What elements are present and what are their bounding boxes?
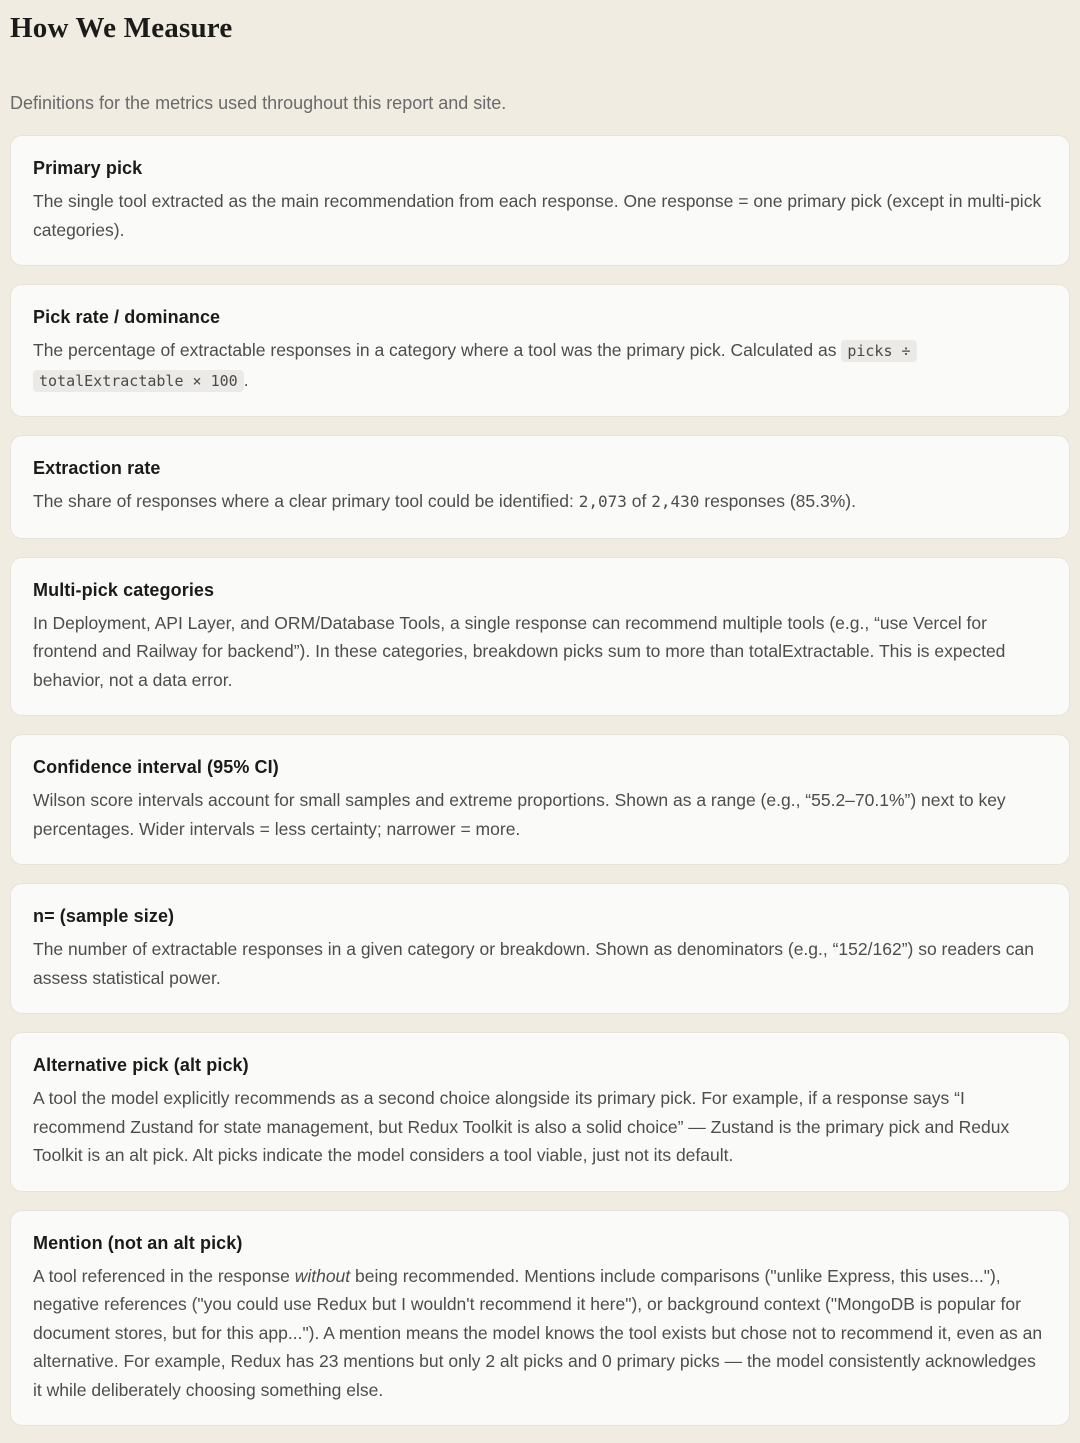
card-title: Alternative pick (alt pick) <box>33 1055 249 1075</box>
definition-card-sample-size <box>10 883 1070 1014</box>
definition-card-pick-rate <box>10 284 1070 417</box>
inline-emphasis: without <box>294 1265 351 1286</box>
card-body: The share of responses where a clear primary tool could be identified: 2,073 of 2,430 responses (85.3%). <box>33 491 856 511</box>
card-body: The number of extractable responses in a given category or breakdown. Shown as denominators (e.g., “152/162”) so readers can assess statistical power. <box>33 939 1034 988</box>
card-title: Pick rate / dominance <box>33 307 221 327</box>
card-body: A tool referenced in the response without being recommended. Mentions include comparisons ("unlike Express, this uses..."), negative references ("you could use Redux but I wouldn't recommend it here"), or background context ("MongoDB is popular for document stores, but for this app..."). A mention means the model knows the tool exists but chose not to recommend it, even as an alternative. For example, Redux has 23 mentions but only 2 alt picks and 0 primary picks — the model consistently acknowledges it while deliberately choosing something else. <box>33 1265 1043 1400</box>
card-title: Multi-pick categories <box>33 579 215 600</box>
page-subtitle: Definitions for the metrics used throughout this report and site. <box>10 93 507 113</box>
card-body: A tool the model explicitly recommends as a second choice alongside its primary pick. For example, if a response says “I recommend Zustand for state management, but Redux Toolkit is also a solid choice” — Zustand is the primary pick and Redux Toolkit is an alt pick. Alt picks indicate the model considers a tool viable, just not its default. <box>33 1088 1010 1165</box>
definition-card-primary-pick <box>10 135 1070 266</box>
definition-card-multi-pick-categories <box>10 557 1070 717</box>
card-body: Wilson score intervals account for small samples and extreme proportions. Shown as a range (e.g., “55.2–70.1%”) next to key percentages. Wider intervals = less certainty; narrower = more. <box>33 790 1006 839</box>
card-body: In Deployment, API Layer, and ORM/Database Tools, a single response can recommend multiple tools (e.g., “use Vercel for frontend and Railway for backend”). In these categories, breakdown picks sum to more than totalExtractable. This is expected behavior, not a data error. <box>33 612 1006 690</box>
definition-card-confidence-interval <box>10 734 1070 865</box>
inline-code: picks ÷ totalExtractable × 100 <box>33 340 917 392</box>
definition-card-alternative-pick <box>10 1032 1070 1192</box>
inline-mono-number: 2,430 <box>651 492 700 511</box>
inline-mono-number: 2,073 <box>578 492 627 511</box>
card-title: n= (sample size) <box>33 906 175 926</box>
definition-card-extraction-rate <box>10 435 1070 539</box>
card-title: Confidence interval (95% CI) <box>33 757 279 777</box>
card-body: The percentage of extractable responses in a category where a tool was the primary pick. Calculated as picks ÷ totalExtractable × 100 . <box>33 336 1047 395</box>
card-title: Primary pick <box>33 158 143 178</box>
definition-card-mention <box>10 1210 1070 1427</box>
card-title: Mention (not an alt pick) <box>33 1232 243 1253</box>
definition-card-list <box>10 135 1070 1426</box>
card-title: Extraction rate <box>33 458 161 478</box>
card-body: The single tool extracted as the main recommendation from each response. One response = one primary pick (except in multi-pick categories). <box>33 191 1042 240</box>
page-title: How We Measure <box>10 12 233 44</box>
